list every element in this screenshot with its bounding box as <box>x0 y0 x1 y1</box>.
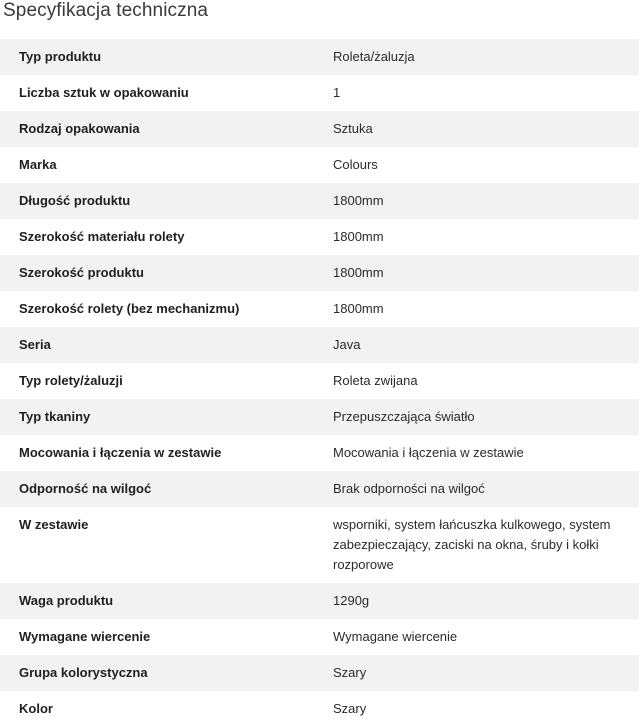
spec-label: Długość produktu <box>19 193 131 208</box>
spec-label: Seria <box>19 337 51 352</box>
table-row <box>0 363 639 399</box>
spec-label: Typ tkaniny <box>19 409 91 424</box>
table-row <box>0 619 639 655</box>
spec-label: Rodzaj opakowania <box>19 121 140 136</box>
table-row <box>0 471 639 507</box>
table-row <box>0 111 639 147</box>
spec-value: Mocowania i łączenia w zestawie <box>333 445 524 460</box>
table-row <box>0 435 639 471</box>
spec-label: Typ rolety/żaluzji <box>19 373 123 388</box>
table-row <box>0 691 639 727</box>
spec-label: Szerokość materiału rolety <box>19 229 185 244</box>
spec-value: Szary <box>333 701 367 716</box>
spec-label: Waga produktu <box>19 593 114 608</box>
table-row <box>0 255 639 291</box>
spec-value: Wymagane wiercenie <box>333 629 458 644</box>
spec-value: 1 <box>333 85 341 100</box>
spec-label: Szerokość produktu <box>19 265 144 280</box>
spec-label: Liczba sztuk w opakowaniu <box>19 85 189 100</box>
spec-value: Java <box>333 337 361 352</box>
page-title: Specyfikacja techniczna <box>3 0 209 21</box>
spec-value: Roleta/żaluzja <box>333 49 415 64</box>
table-row <box>0 75 639 111</box>
table-row <box>0 39 639 75</box>
table-row <box>0 583 639 619</box>
spec-label: Wymagane wiercenie <box>19 629 151 644</box>
spec-value: wsporniki, system łańcuszka kulkowego, system zabezpieczający, zaciski na okna, śruby i kołki rozporowe <box>333 517 611 572</box>
spec-value: Szary <box>333 665 367 680</box>
spec-table <box>0 39 639 727</box>
spec-value: 1290g <box>333 593 370 608</box>
spec-label: Typ produktu <box>19 49 102 64</box>
spec-label: Marka <box>19 157 57 172</box>
table-row <box>0 183 639 219</box>
spec-label: Kolor <box>19 701 53 716</box>
spec-label: W zestawie <box>19 517 89 532</box>
spec-value: Roleta zwijana <box>333 373 418 388</box>
spec-label: Mocowania i łączenia w zestawie <box>19 445 222 460</box>
table-row <box>0 147 639 183</box>
table-row <box>0 399 639 435</box>
spec-value: 1800mm <box>333 193 384 208</box>
spec-label: Szerokość rolety (bez mechanizmu) <box>19 301 240 316</box>
spec-value: Sztuka <box>333 121 373 136</box>
spec-value: 1800mm <box>333 301 384 316</box>
spec-value: 1800mm <box>333 265 384 280</box>
spec-label: Odporność na wilgoć <box>19 481 152 496</box>
table-row <box>0 291 639 327</box>
table-row <box>0 327 639 363</box>
spec-value: Colours <box>333 157 378 172</box>
spec-value: Brak odporności na wilgoć <box>333 481 485 496</box>
spec-value: Przepuszczająca światło <box>333 409 475 424</box>
table-row <box>0 507 639 583</box>
spec-value: 1800mm <box>333 229 384 244</box>
table-row <box>0 655 639 691</box>
table-row <box>0 219 639 255</box>
spec-label: Grupa kolorystyczna <box>19 665 148 680</box>
